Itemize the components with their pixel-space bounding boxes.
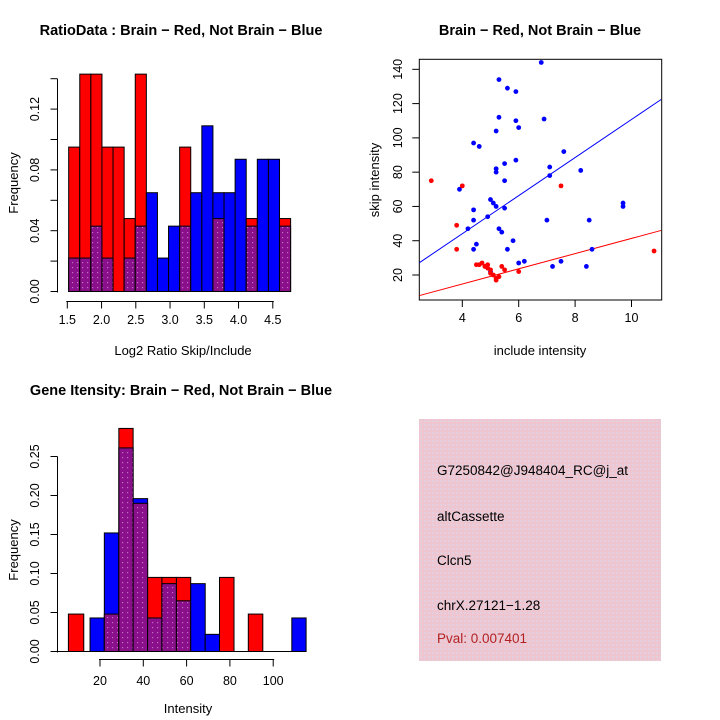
gene-symbol-text: Clcn5 (437, 553, 472, 568)
svg-text:6: 6 (515, 311, 523, 325)
svg-text:20: 20 (93, 674, 107, 688)
intensity-histogram-ylabel: Frequency (6, 519, 21, 581)
svg-text:80: 80 (222, 674, 237, 688)
ratio-histogram-xlabel: Log2 Ratio Skip/Include (114, 343, 252, 358)
scatter-ylabel: skip intensity (367, 142, 382, 218)
svg-text:0.20: 0.20 (28, 483, 42, 508)
ratio-histogram-plot (28, 74, 291, 327)
histogram-bars (69, 74, 291, 291)
svg-text:0.25: 0.25 (28, 444, 42, 469)
svg-text:4.5: 4.5 (264, 313, 282, 327)
svg-text:3.5: 3.5 (195, 313, 213, 327)
svg-text:8: 8 (571, 311, 579, 325)
scatter-title: Brain − Red, Not Brain − Blue (438, 23, 642, 39)
svg-text:10: 10 (624, 311, 639, 325)
svg-text:4.0: 4.0 (229, 313, 248, 327)
intensity-histogram-title: Gene Itensity: Brain − Red, Not Brain − Blue (29, 383, 333, 399)
svg-text:120: 120 (391, 93, 405, 115)
svg-text:4: 4 (458, 311, 466, 325)
scatter-xlabel: include intensity (493, 343, 587, 358)
svg-text:0.08: 0.08 (28, 157, 42, 183)
svg-text:20: 20 (391, 268, 405, 282)
svg-text:40: 40 (391, 233, 405, 248)
svg-text:140: 140 (391, 58, 405, 80)
histogram-bars (68, 428, 306, 651)
scatter-panel (360, 0, 720, 360)
brain-fit (419, 230, 661, 295)
points-not-brain (457, 60, 625, 274)
scatter-plot (391, 59, 662, 325)
splice-type-text: altCassette (437, 509, 505, 524)
intensity-histogram-plot (28, 428, 306, 688)
intensity-histogram-xlabel: Intensity (163, 701, 213, 716)
ratio-histogram-title: RatioData : Brain − Red, Not Brain − Blue (39, 23, 323, 39)
svg-text:2.5: 2.5 (127, 313, 145, 327)
gene-info-panel (419, 419, 661, 661)
svg-text:0.00: 0.00 (28, 279, 42, 304)
svg-text:0.05: 0.05 (28, 600, 42, 625)
svg-text:0.12: 0.12 (28, 96, 42, 122)
svg-text:0.10: 0.10 (28, 561, 42, 586)
svg-text:80: 80 (391, 165, 405, 180)
locus-text: chrX.27121−1.28 (437, 598, 541, 613)
svg-text:60: 60 (179, 674, 194, 688)
svg-text:40: 40 (136, 674, 151, 688)
intensity-histogram-panel (0, 360, 360, 720)
svg-text:2.0: 2.0 (92, 313, 111, 327)
svg-text:60: 60 (391, 199, 405, 214)
svg-text:0.00: 0.00 (28, 639, 42, 664)
svg-text:100: 100 (262, 674, 284, 688)
probe-id-text: G7250842@J948404_RC@j_at (437, 463, 629, 478)
svg-text:0.04: 0.04 (28, 218, 42, 243)
points-brain (429, 178, 657, 282)
svg-text:0.15: 0.15 (28, 522, 42, 547)
ratio-histogram-panel (0, 0, 360, 360)
svg-text:100: 100 (391, 127, 405, 149)
fit-lines (419, 99, 661, 295)
pval-text: Pval: 0.007401 (437, 631, 528, 646)
svg-text:3.0: 3.0 (161, 313, 179, 327)
ratio-histogram-ylabel: Frequency (6, 152, 21, 214)
svg-text:1.5: 1.5 (58, 313, 76, 327)
not-brain-fit (419, 99, 661, 262)
